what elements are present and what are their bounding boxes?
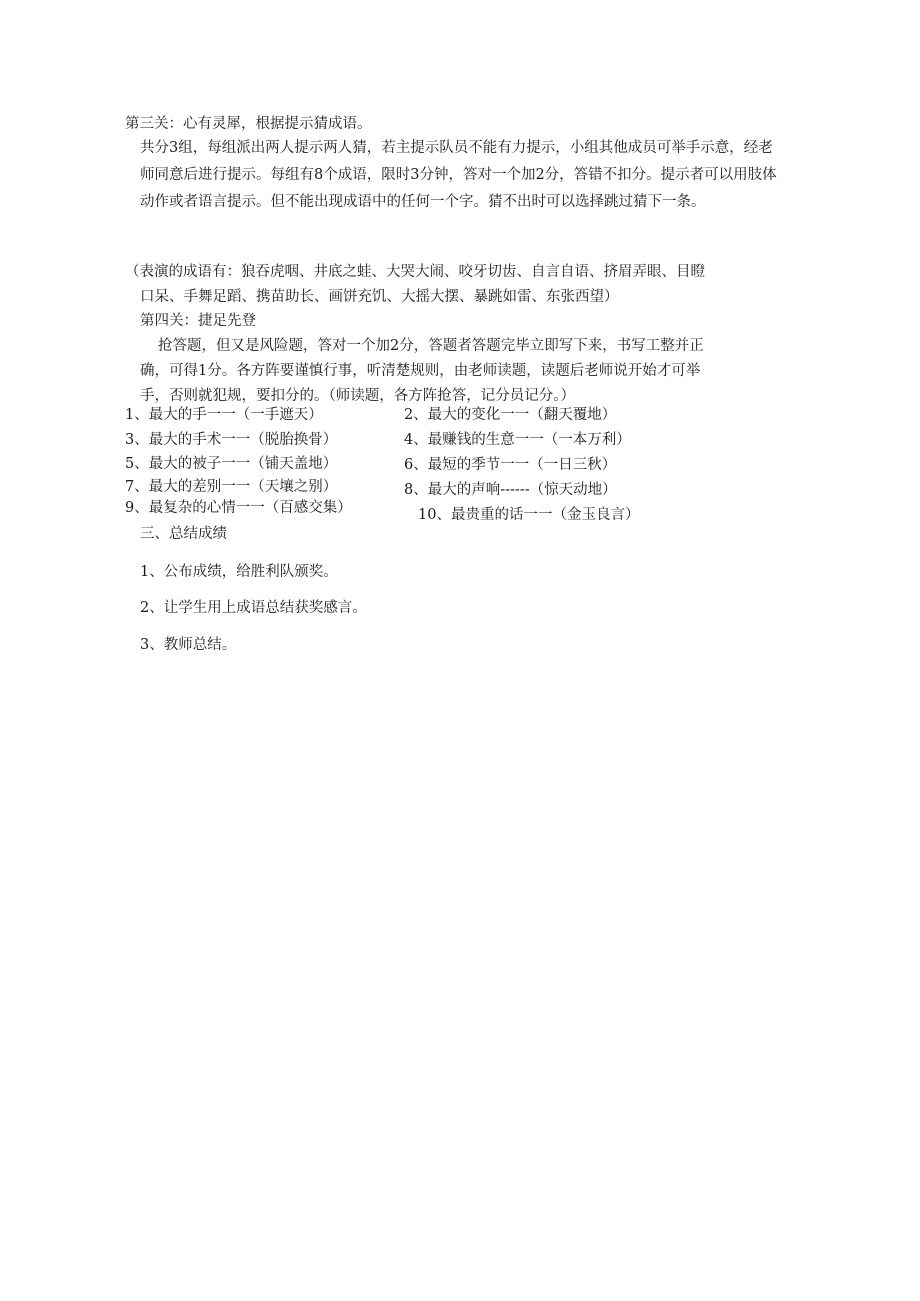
level4-rules-line2: 确，可得1分。各方阵要谨慎行事，听清楚规则，由老师读题，读题后老师说开始才可举 bbox=[140, 363, 701, 379]
summary-item: 1、公布成绩，给胜利队颁奖。 bbox=[140, 564, 338, 580]
question-item: 8、最大的声响------（惊天动地） bbox=[404, 482, 617, 498]
level3-title: 第三关：心有灵犀，根据提示猜成语。 bbox=[125, 116, 372, 132]
summary-item: 3、教师总结。 bbox=[140, 637, 237, 653]
question-item: 4、最赚钱的生意一一（一本万利） bbox=[404, 432, 631, 448]
level3-rules: 共分3组，每组派出两人提示两人猜，若主提示队员不能有力提示，小组其他成员可举手示意，经老师同意后进行提示。每组有8个成语，限时3分钟，答对一个加2分，答错不扣分。提示者可以用肢体动作或者语言提示。但不能出现成语中的任何一个字。猜不出时可以选择跳过猜下一条。 bbox=[140, 140, 777, 210]
idioms-list-line2: 口呆、手舞足蹈、携苗助长、画饼充饥、大摇大摆、暴跳如雷、东张西望） bbox=[140, 289, 619, 305]
question-item: 5、最大的被子一一（铺天盖地） bbox=[125, 456, 338, 472]
question-item: 6、最短的季节一一（一日三秋） bbox=[404, 457, 617, 473]
summary-title: 三、总结成绩 bbox=[140, 526, 227, 542]
question-item: 9、最复杂的心情一一（百感交集） bbox=[125, 500, 352, 516]
level4-title: 第四关：捷足先登 bbox=[140, 313, 256, 329]
level4-rules-line1: 抢答题，但又是风险题，答对一个加2分，答题者答题完毕立即写下来，书写工整并正 bbox=[158, 338, 704, 354]
question-item: 10、最贵重的话一一（金玉良言） bbox=[418, 507, 640, 523]
level4-rules-line3: 手，否则就犯规，要扣分的。（师读题，各方阵抢答，记分员记分。） bbox=[140, 388, 575, 404]
idioms-list-line1: （表演的成语有：狼吞虎咽、井底之蛙、大哭大闹、咬牙切齿、自言自语、挤眉弄眼、目瞪 bbox=[125, 264, 705, 280]
question-item: 7、最大的差别一一（天壤之别） bbox=[125, 479, 338, 495]
summary-item: 2、让学生用上成语总结获奖感言。 bbox=[140, 600, 367, 616]
question-item: 3、最大的手术一一（脱胎换骨） bbox=[125, 432, 338, 448]
question-item: 1、最大的手一一（一手遮天） bbox=[125, 407, 323, 423]
question-item: 2、最大的变化一一（翻天覆地） bbox=[404, 407, 617, 423]
